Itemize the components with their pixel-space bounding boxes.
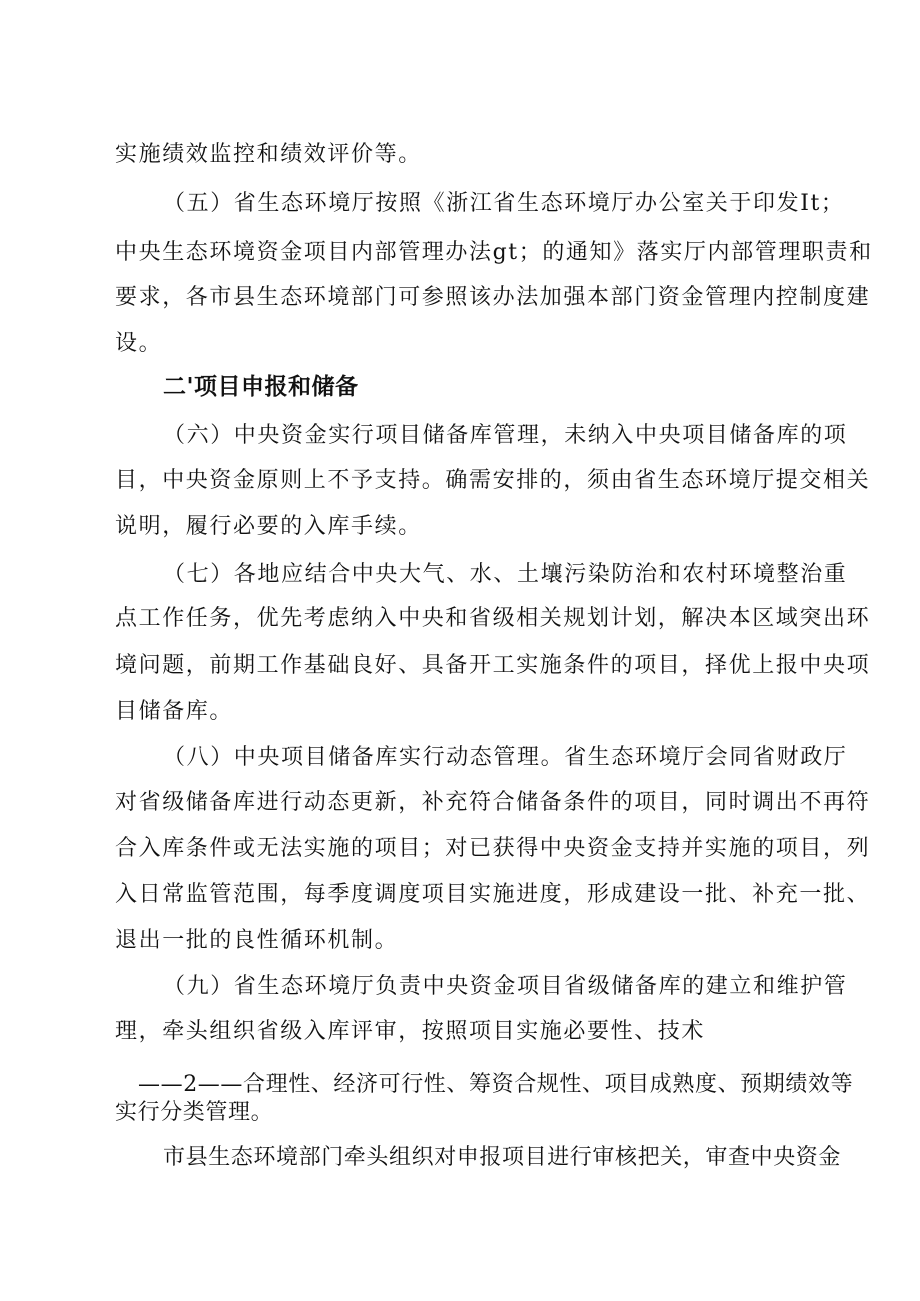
paragraph-line: （八）中央项目储备库实行动态管理。省生态环境厅会同省财政厅 [163, 745, 848, 770]
paragraph-line: 中央生态环境资金项目内部管理办法gt；的通知》落实厅内部管理职责和 [115, 240, 873, 265]
paragraph-line: （七）各地应结合中央大气、水、土壤污染防治和农村环境整治重 [163, 562, 848, 587]
section-heading: 二'项目申报和储备 [163, 374, 359, 400]
page-number-line: ——2——合理性、经济可行性、筹资合规性、项目成熟度、预期绩效等 [138, 1072, 854, 1097]
paragraph-line: 合入库条件或无法实施的项目；对已获得中央资金支持并实施的项目，列 [115, 836, 871, 861]
paragraph-line: 市县生态环境部门牵头组织对申报项目进行审核把关，审查中央资金 [163, 1145, 842, 1170]
paragraph-line: 实施绩效监控和绩效评价等。 [115, 142, 422, 167]
paragraph-line: 点工作任务，优先考虑纳入中央和省级相关规划计划，解决本区域突出环 [115, 606, 871, 631]
paragraph-line: 实行分类管理。 [115, 1100, 274, 1125]
paragraph-line: 目，中央资金原则上不予支持。确需安排的，须由省生态环境厅提交相关 [115, 468, 871, 493]
paragraph-line: 境问题，前期工作基础良好、具备开工实施条件的项目，择优上报中央项 [115, 653, 871, 678]
paragraph-line: 设。 [115, 331, 163, 356]
paragraph-line: （九）省生态环境厅负责中央资金项目省级储备库的建立和维护管 [163, 974, 848, 999]
paragraph-line: 入日常监管范围，每季度调度项目实施进度，形成建设一批、补充一批、 [115, 882, 871, 907]
paragraph-line: 说明，履行必要的入库手续。 [115, 514, 422, 539]
paragraph-line: 目储备库。 [115, 699, 234, 724]
paragraph-line: （六）中央资金实行项目储备库管理，未纳入中央项目储备库的项 [163, 423, 848, 448]
paragraph-line: 要求，各市县生态环境部门可参照该办法加强本部门资金管理内控制度建 [115, 285, 871, 310]
paragraph-line: 对省级储备库进行动态更新，补充符合储备条件的项目，同时调出不再符 [115, 790, 871, 815]
paragraph-line: （五）省生态环境厅按照《浙江省生态环境厅办公室关于印发It； [163, 191, 845, 216]
paragraph-line: 理，牵头组织省级入库评审，按照项目实施必要性、技术 [115, 1019, 706, 1044]
paragraph-line: 退出一批的良性循环机制。 [115, 928, 399, 953]
